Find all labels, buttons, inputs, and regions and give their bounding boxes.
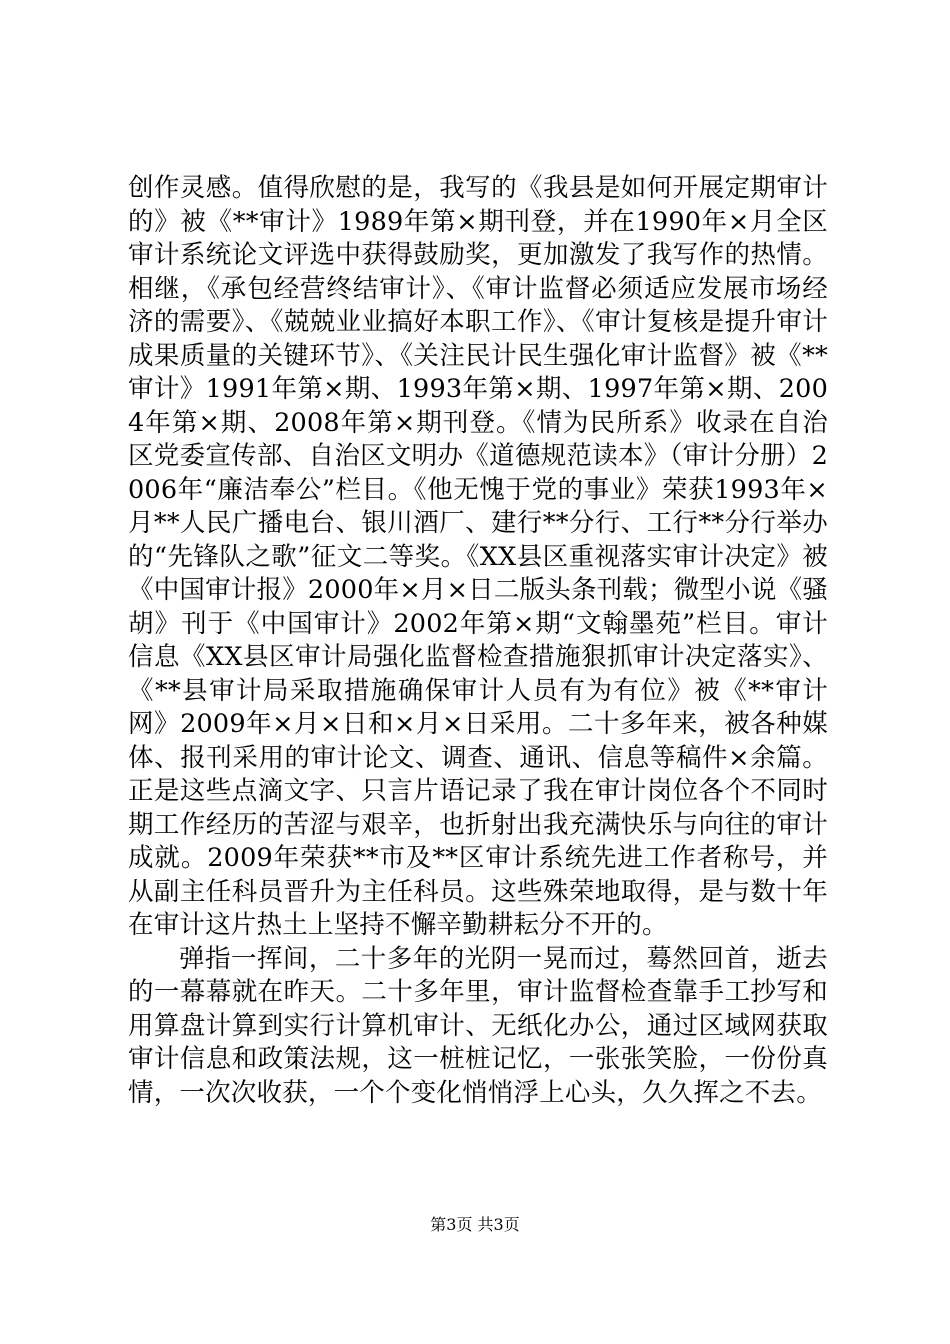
paragraph-2: 弹指一挥间，二十多年的光阴一晃而过，蓦然回首，逝去的一幕幕就在昨天。二十多年里，审计监督检查靠手工抄写和用算盘计算到实行计算机审计、无纸化办公，通过区域网获取审计信息和政策法规，这一桩桩记忆，一张张笑脸，一份份真情，一次次收获，一个个变化悄悄浮上心头，久久挥之不去。 xyxy=(128,943,828,1108)
paragraph-1: 创作灵感。值得欣慰的是，我写的《我县是如何开展定期审计的》被《**审计》1989年第×期刊登，并在1990年×月全区审计系统论文评选中获得鼓励奖，更加激发了我写作的热情。相继，《承包经营终结审计》、《审计监督必须适应发展市场经济的需要》、《兢兢业业搞好本职工作》、《审计复核是提升审计成果质量的关键环节》、《关注民计民生强化审计监督》被《**审计》1991年第×期、1993年第×期、1997年第×期、2004年第×期、2008年第×期刊登。《情为民所系》收录在自治区党委宣传部、自治区文明办《道德规范读本》（审计分册）2006年“廉洁奉公”栏目。《他无愧于党的事业》荣获1993年×月**人民广播电台、银川酒厂、建行**分行、工行**分行举办的“先锋队之歌”征文二等奖。《XX县区重视落实审计决定》被《中国审计报》2000年×月×日二版头条刊载；微型小说《骚胡》刊于《中国审计》2002年第×期“文翰墨苑”栏目。审计信息《XX县区审计局强化监督检查措施狠抓审计决定落实》、《**县审计局采取措施确保审计人员有为有位》被《**审计网》2009年×月×日和×月×日采用。二十多年来，被各种媒体、报刊采用的审计论文、调查、通讯、信息等稿件×余篇。正是这些点滴文字、只言片语记录了我在审计岗位各个不同时期工作经历的苦涩与艰辛，也折射出我充满快乐与向往的审计成就。2009年荣获**市及**区审计系统先进工作者称号，并从副主任科员晋升为主任科员。这些殊荣地取得，是与数十年在审计这片热土上坚持不懈辛勤耕耘分不开的。 xyxy=(128,173,828,940)
page-footer: 第3页 共3页 xyxy=(430,1215,520,1234)
document-body xyxy=(128,172,828,1110)
